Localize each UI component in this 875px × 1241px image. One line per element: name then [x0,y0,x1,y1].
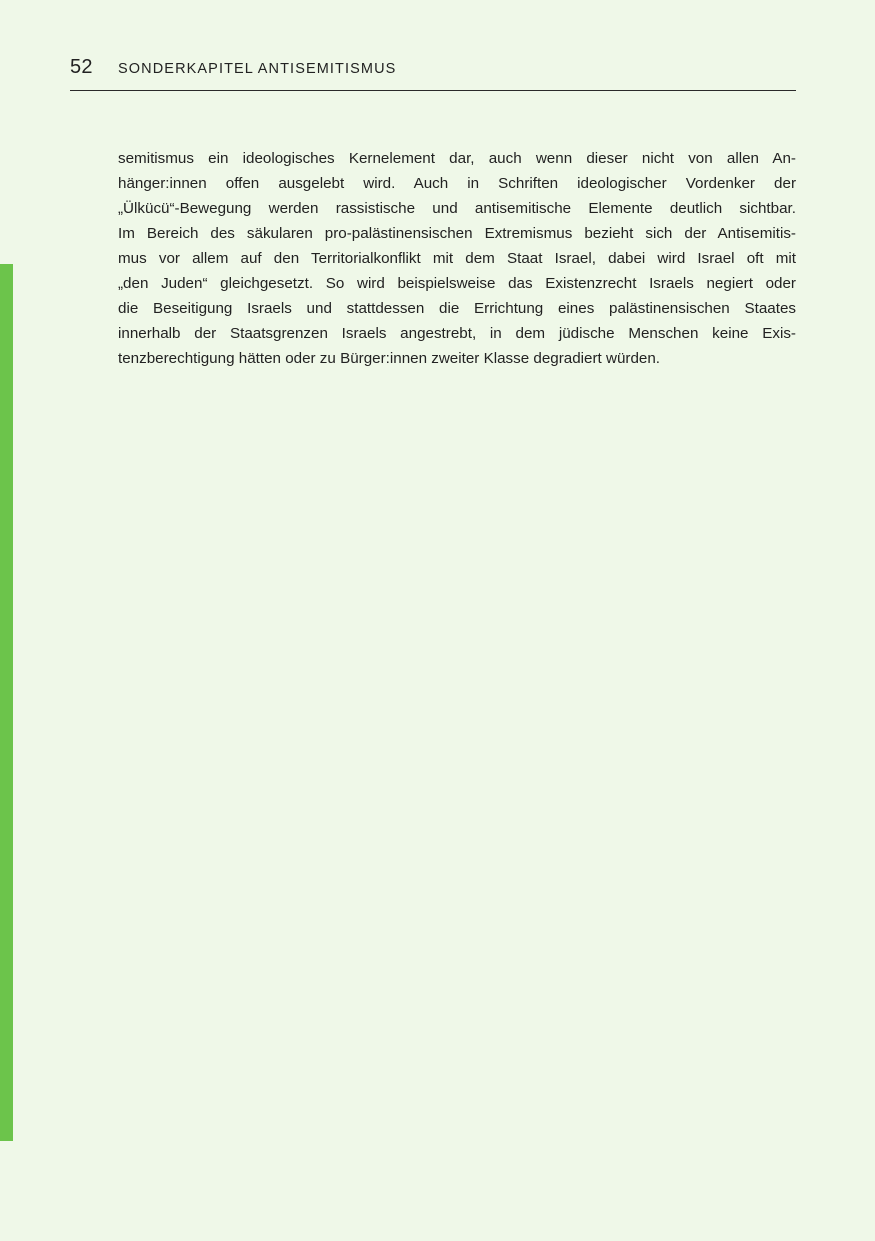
body-paragraph [118,146,796,371]
text-line: hänger:innen offen ausgelebt wird. Auch in Schriften ideologischer Vordenker der [118,175,796,192]
text-line: „den Juden“ gleichgesetzt. So wird beispielsweise das Existenzrecht Israels negiert oder [118,275,796,292]
page-number: 52 [70,56,93,78]
text-line: die Beseitigung Israels und stattdessen die Errichtung eines palästinensischen Staates [118,300,796,317]
text-line: semitismus ein ideologisches Kernelement dar, auch wenn dieser nicht von allen An- [118,150,796,167]
accent-side-bar [0,264,13,1141]
text-line: „Ülkücü“-Bewegung werden rassistische und antisemitische Elemente deutlich sichtbar. [118,200,796,217]
text-line: Im Bereich des säkularen pro-palästinensischen Extremismus bezieht sich der Antisemitis- [118,225,796,242]
text-line: innerhalb der Staatsgrenzen Israels angestrebt, in dem jüdische Menschen keine Exis- [118,325,796,342]
text-line: tenzberechtigung hätten oder zu Bürger:innen zweiter Klasse degradiert würden. [118,350,661,367]
page-header [70,56,796,91]
text-line: mus vor allem auf den Territorialkonflikt mit dem Staat Israel, dabei wird Israel oft mit [118,250,796,267]
running-title: SONDERKAPITEL ANTISEMITISMUS [118,61,397,77]
